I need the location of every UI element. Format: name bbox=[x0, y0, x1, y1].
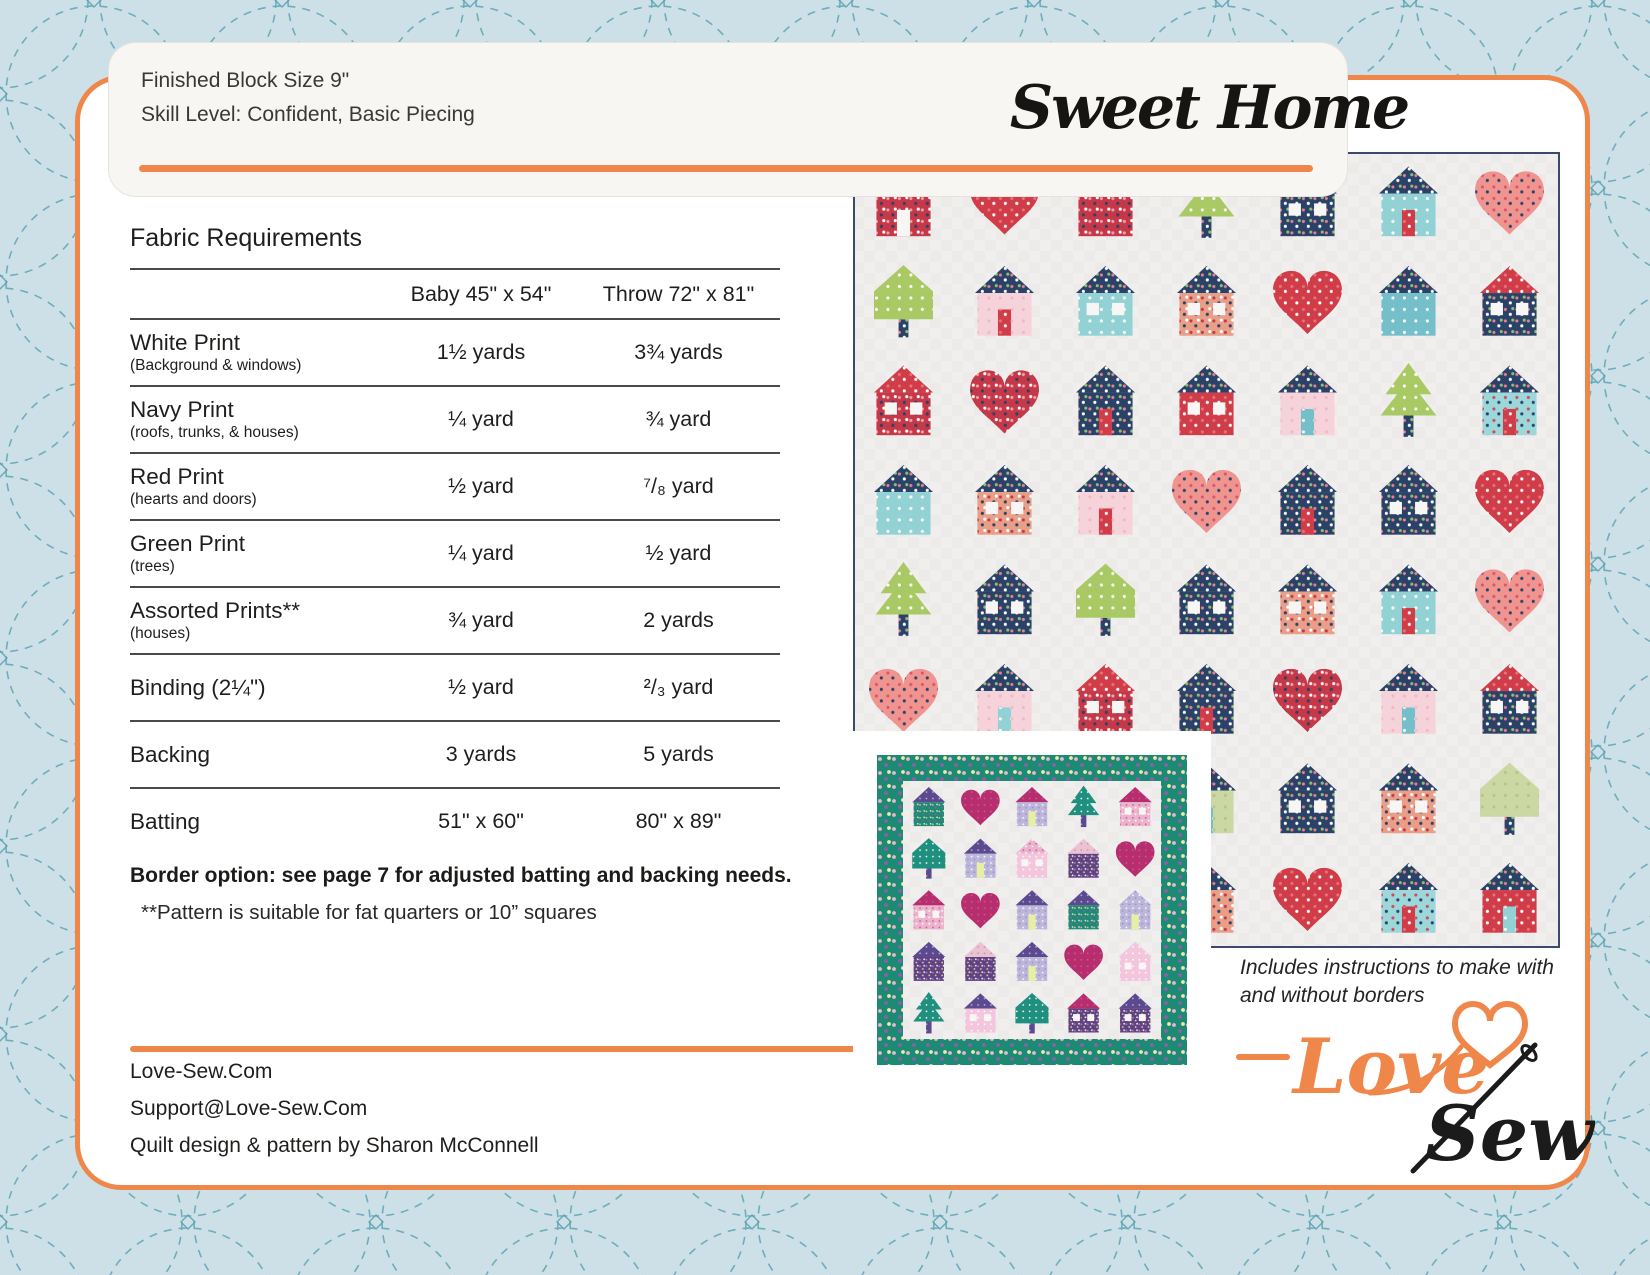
fabric-name: White Print bbox=[130, 330, 241, 355]
love-sew-logo bbox=[1285, 995, 1595, 1180]
fabric-subtitle: (roofs, trunks, & houses) bbox=[130, 424, 299, 441]
throw-yardage: 2 yards bbox=[643, 608, 714, 632]
designer-credit: Quilt design & pattern by Sharon McConnell bbox=[130, 1134, 539, 1157]
small-quilt-frame bbox=[853, 731, 1211, 1089]
table-row bbox=[130, 588, 780, 655]
table-row bbox=[130, 655, 780, 722]
fabric-label-cell bbox=[130, 397, 385, 442]
table-row bbox=[130, 722, 780, 789]
fabric-name: Binding (2¼") bbox=[130, 674, 266, 700]
fabric-label-cell bbox=[130, 742, 385, 768]
website-link[interactable]: Love-Sew.Com bbox=[130, 1060, 273, 1083]
fabric-label-cell bbox=[130, 464, 385, 509]
fabric-requirements-table bbox=[130, 268, 780, 854]
fabric-label-cell bbox=[130, 598, 385, 643]
finished-block-size: Finished Block Size 9" bbox=[141, 69, 350, 92]
throw-yardage: ²/₃ yard bbox=[643, 675, 714, 699]
column-header-throw: Throw 72" x 81" bbox=[602, 281, 755, 306]
fabric-name: Batting bbox=[130, 808, 201, 834]
fabric-name: Backing bbox=[130, 741, 211, 767]
footer-orange-rule-left bbox=[130, 1046, 862, 1052]
caption-line-1: Includes instructions to make with bbox=[1240, 956, 1554, 979]
fabric-subtitle: (trees) bbox=[130, 558, 175, 575]
fabric-name: Green Print bbox=[130, 531, 246, 556]
fabric-subtitle: (hearts and doors) bbox=[130, 491, 257, 508]
table-row bbox=[130, 454, 780, 521]
fabric-requirements-title: Fabric Requirements bbox=[130, 224, 363, 252]
pattern-title: Sweet Home bbox=[1009, 73, 1409, 143]
column-header-baby: Baby 45" x 54" bbox=[410, 281, 552, 306]
throw-yardage: 80" x 89" bbox=[635, 809, 722, 833]
baby-yardage: ½ yard bbox=[448, 675, 514, 699]
small-quilt-image bbox=[877, 755, 1187, 1065]
fabric-subtitle: (houses) bbox=[130, 625, 191, 642]
baby-yardage: 1½ yards bbox=[436, 340, 526, 364]
logo-sew-text: Sew bbox=[1425, 1089, 1594, 1178]
table-row bbox=[130, 789, 780, 854]
throw-yardage: 5 yards bbox=[643, 742, 714, 766]
table-row bbox=[130, 521, 780, 588]
header-orange-rule bbox=[139, 165, 1313, 172]
fabric-name: Red Print bbox=[130, 464, 224, 489]
baby-yardage: ¼ yard bbox=[448, 541, 514, 565]
fabric-table-rows bbox=[130, 320, 780, 854]
table-row bbox=[130, 387, 780, 454]
baby-yardage: ¼ yard bbox=[448, 407, 514, 431]
throw-yardage: ½ yard bbox=[645, 541, 712, 565]
baby-yardage: ¾ yard bbox=[448, 608, 514, 632]
header-panel bbox=[108, 42, 1409, 197]
fabric-label-cell bbox=[130, 531, 385, 576]
fat-quarter-note: **Pattern is suitable for fat quarters or 10” squares bbox=[141, 901, 597, 924]
fabric-name: Navy Print bbox=[130, 397, 234, 422]
caption-line-2: and without borders bbox=[1240, 984, 1425, 1007]
table-header-row bbox=[130, 268, 780, 320]
fabric-label-cell bbox=[130, 809, 385, 835]
baby-yardage: 51" x 60" bbox=[438, 809, 524, 833]
throw-yardage: ¾ yard bbox=[645, 407, 712, 431]
baby-yardage: 3 yards bbox=[445, 742, 517, 766]
fabric-label-cell bbox=[130, 330, 385, 375]
border-option-note: Border option: see page 7 for adjusted batting and backing needs. bbox=[130, 864, 792, 887]
logo-love-text: Love bbox=[1293, 1022, 1490, 1111]
fabric-label-cell bbox=[130, 675, 385, 701]
throw-yardage: 3¾ yards bbox=[634, 340, 723, 364]
baby-yardage: ½ yard bbox=[448, 474, 514, 498]
footer-orange-rule-right bbox=[1236, 1054, 1290, 1060]
support-email-link[interactable]: Support@Love-Sew.Com bbox=[130, 1097, 368, 1120]
table-row bbox=[130, 320, 780, 387]
skill-level: Skill Level: Confident, Basic Piecing bbox=[141, 103, 475, 126]
fabric-subtitle: (Background & windows) bbox=[130, 357, 302, 374]
throw-yardage: ⁷/₈ yard bbox=[643, 474, 714, 498]
fabric-name: Assorted Prints** bbox=[130, 598, 301, 623]
